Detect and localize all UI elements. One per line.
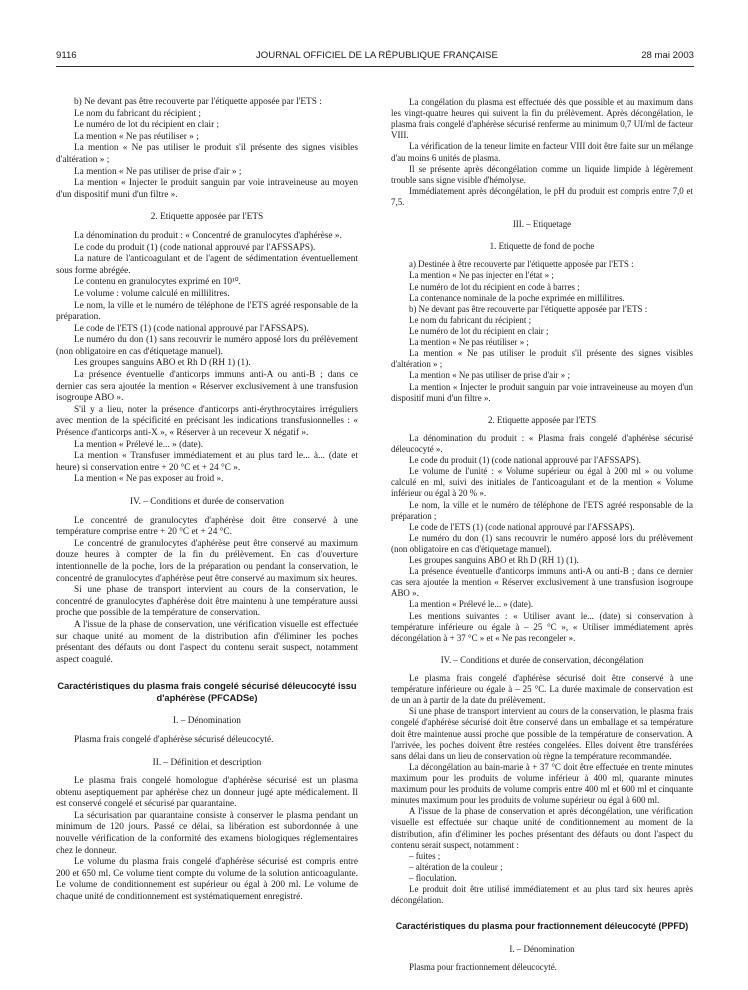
paragraph: Plasma frais congelé d'aphérèse sécurisé déleucocyté. [74, 734, 274, 745]
paragraph: La mention « Ne pas réutiliser » ; [409, 337, 529, 348]
paragraph: Le numéro du don (1) sans recouvrir le numéro apposé lors du prélèvement (non obligatoire en cas d'étiquetage manuel). [56, 335, 358, 357]
paragraph: La mention « Injecter le produit sanguin par voie intraveineuse au moyen d'un dispositif muni d'un filtre ». [391, 381, 693, 403]
paragraph: Plasma pour fractionnement déleucocyté. [409, 962, 557, 973]
paragraph: La vérification de la teneur limite en facteur VIII doit être faite sur un mélange d'au moins 6 unités de plasma. [391, 141, 693, 163]
journal-title: JOURNAL OFFICIEL DE LA RÉPUBLIQUE FRANÇAISE [256, 50, 498, 61]
subsection-heading: 1. Etiquette de fond de poche [489, 241, 595, 252]
paragraph: Le nom du fabricant du récipient ; [74, 108, 202, 119]
paragraph: La mention « Injecter le produit sanguin par voie intraveineuse au moyen d'un dispositif muni d'un filtre ». [56, 178, 358, 200]
paragraph: La mention « Transfuser immédiatement et au plus tard le... à... (date et heure) si conservation entre + 20 °C et + 24 °C ». [56, 451, 358, 473]
section-heading: I. – Dénomination [509, 944, 575, 955]
paragraph: Le concentré de granulocytes d'aphérèse peut être conservé au maximum douze heures à compter de la fin du prélèvement. En cas d'ouverture intentionnelle de la poche, lors de la préparation ou pendant la conservation, le concentré de granulocytes d'aphérèse peut être conservé au maximum six heures. [56, 538, 358, 584]
header-rule [56, 66, 694, 67]
paragraph: Les mentions suivantes : « Utiliser avant le... (date) si conservation à température inférieure ou égale à – 25 °C », « Utiliser immédiatement après décongélation à + 37 °C » et « Ne pas recongeler ». [391, 610, 693, 643]
paragraph: Le numéro du don (1) sans recouvrir le numéro apposé lors du prélèvement (non obligatoire en cas d'étiquetage manuel). [391, 532, 693, 554]
paragraph: Immédiatement après décongélation, le pH du produit est compris entre 7,0 et 7,5. [391, 185, 693, 207]
paragraph: La mention « Ne pas utiliser de prise d'air » ; [409, 370, 570, 381]
paragraph: La mention « Prélevé le... » (date). [74, 439, 204, 450]
paragraph: Le contenu en granulocytes exprimé en 10¹⁰. [74, 277, 241, 288]
paragraph: Le volume du plasma frais congelé d'aphérèse sécurisé est compris entre 200 et 650 ml. Ce volume tient compte du volume de la solution anticoagulante. Le volume de conditionnement est supérieur ou égal à 200 ml. Le volume de chaque unité de conditionnement est systématiquement enregistré. [56, 857, 358, 903]
paragraph: Le volume de l'unité : « Volume supérieur ou égal à 200 ml » ou volume calculé en ml, suivi des initiales de l'anticoagulant et de la mention « Volume inférieur ou égal à 20 % ». [391, 466, 693, 499]
paragraph: La congélation du plasma est effectuée dès que possible et au maximum dans les vingt-quatre heures qui suivent la fin du prélèvement. Après décongélation, le plasma frais congelé d'aphérèse sécurisé renferme au minimum 0,7 UI/ml de facteur VIII. [391, 97, 693, 141]
paragraph: Le produit doit être utilisé immédiatement et au plus tard six heures après décongélation. [391, 884, 693, 906]
paragraph: Le numéro de lot du récipient en code à barres ; [409, 281, 580, 292]
paragraph: Si une phase de transport intervient au cours de la conservation, le plasma frais congelé d'aphérèse sécurisé doit être conservé dans un emballage et sa température doit être maintenue aussi proche que possible de la température de conservation. A l'arrivée, les poches doivent être restées congelées. Elles doivent être transférées sans délai dans un lieu de conservation où règne la température recommandée. [391, 706, 693, 761]
paragraph: La mention « Ne pas réutiliser » ; [74, 131, 199, 142]
paragraph: Le plasma frais congelé d'aphérèse sécurisé doit être conservé à une température inférieure ou égale à – 25 °C. La durée maximale de conservation est de un an à partir de la date du prélèvement. [391, 673, 693, 706]
paragraph: La dénomination du produit : « Concentré de granulocytes d'aphérèse ». [74, 230, 342, 241]
paragraph: Le code de l'ETS (1) (code national approuvé par l'AFSSAPS). [74, 323, 309, 334]
paragraph: La mention « Ne pas utiliser de prise d'air » ; [74, 166, 242, 177]
paragraph: Le nom, la ville et le numéro de téléphone de l'ETS agréé responsable de la préparation ; [391, 499, 693, 521]
product-title: Caractéristiques du plasma frais congelé sécurisé déleucocyté issu d'aphérèse (PFCADSe) [57, 681, 357, 704]
section-heading: II. – Définition et description [152, 757, 262, 768]
section-heading: IV. – Conditions et durée de conservation [130, 497, 284, 507]
section-heading: I. – Dénomination [173, 716, 241, 727]
paragraph: Si une phase de transport intervient au cours de la conservation, le concentré de granulocytes d'aphérèse doit être maintenu à une température aussi proche que possible de la température de conservation. [56, 585, 358, 619]
paragraph: Les groupes sanguins ABO et Rh D (RH 1) (1). [74, 358, 251, 369]
paragraph: Il se présente après décongélation comme un liquide limpide à légèrement trouble sans signe visible d'hémolyse. [391, 163, 693, 185]
paragraph: A l'issue de la phase de conservation et après décongélation, une vérification visuelle est effectuée sur chaque unité de conditionnement au moment de la distribution, afin d'éliminer les poches présentant des défauts ou dont l'aspect du contenu serait suspect, notamment : [391, 806, 693, 850]
paragraph: La présence éventuelle d'anticorps immuns anti-A ou anti-B ; dans ce dernier cas sera ajoutée la mention « Réserver exclusivement à une transfusion isogroupe ABO ». [391, 566, 693, 599]
paragraph: La mention « Ne pas utiliser le produit s'il présente des signes visibles d'altération » ; [391, 348, 693, 370]
issue-date: 28 mai 2003 [641, 50, 694, 61]
paragraph: La mention « Ne pas utiliser le produit s'il présente des signes visibles d'altération » ; [56, 143, 358, 165]
paragraph: La mention « Prélevé le... » (date). [409, 599, 534, 610]
paragraph: La décongélation au bain-marie à + 37 °C doit être effectuée en trente minutes maximum pour les produits de volume inférieur à 400 ml, quarante minutes maximum pour les produits de volume compris entre 400 ml et 600 ml et cinquante minutes maximum pour les produits de volume supérieur ou égal à 600 ml. [391, 761, 693, 806]
product-title: Caractéristiques du plasma pour fractionnement déleucocyté (PPFD) [395, 921, 689, 932]
section-heading: 2. Etiquette apposée par l'ETS [150, 212, 264, 223]
paragraph: Le volume : volume calculé en millilitres. [74, 288, 230, 299]
right-column [391, 97, 693, 974]
paragraph: – altération de la couleur ; [409, 861, 503, 872]
paragraph: Les groupes sanguins ABO et Rh D (RH 1) (1). [409, 555, 579, 566]
paragraph: La sécurisation par quarantaine consiste à conserver le plasma pendant un minimum de 120 jours. Passé ce délai, sa libération est subordonnée à une nouvelle vérification de la conformité des examens biologiques réglementaires chez le donneur. [56, 810, 358, 856]
paragraph: Le concentré de granulocytes d'aphérèse doit être conservé à une température comprise entre + 20 °C et + 24 °C. [56, 515, 358, 538]
paragraph: a) Destinée à être recouverte par l'étiquette apposée par l'ETS : [409, 259, 634, 270]
paragraph: La mention « Ne pas exposer au froid ». [74, 474, 224, 485]
paragraph: Le numéro de lot du récipient en clair ; [409, 325, 549, 336]
paragraph: S'il y a lieu, noter la présence d'anticorps anti-érythrocytaires irréguliers avec mention de la spécificité en précisant les indications transfusionnelles : « Présence d'anticorps anti-X », « Réserver à un receveur X négatif ». [56, 404, 358, 439]
paragraph: La dénomination du produit : « Plasma frais congelé d'aphérèse sécurisé déleucocyté ». [391, 432, 693, 454]
paragraph: La mention « Ne pas injecter en l'état » ; [409, 270, 554, 281]
paragraph: Le code du produit (1) (code national approuvé par l'AFSSAPS). [409, 455, 641, 466]
subsection-heading: 2. Etiquette apposée par l'ETS [487, 414, 597, 425]
paragraph: b) Ne devant pas être recouverte par l'étiquette apposée par l'ETS : [74, 97, 322, 107]
paragraph: b) Ne devant pas être recouverte par l'étiquette apposée par l'ETS : [409, 303, 648, 314]
paragraph: – floculation. [409, 873, 457, 883]
paragraph: Le code du produit (1) (code national approuvé par l'AFSSAPS). [74, 242, 316, 253]
paragraph: Le nom, la ville et le numéro de téléphone de l'ETS agréé responsable de la préparation. [56, 300, 358, 323]
paragraph: Le nom du fabricant du récipient ; [409, 314, 532, 325]
paragraph: Le numéro de lot du récipient en clair ; [74, 120, 220, 131]
paragraph: – fuites ; [409, 850, 441, 861]
paragraph: La contenance nominale de la poche exprimée en millilitres. [409, 292, 625, 303]
page-number: 9116 [56, 50, 77, 61]
paragraph: Le plasma frais congelé homologue d'aphérèse sécurisé est un plasma obtenu aseptiquement par aphérèse chez un donneur jugé apte médicalement. Il est conservé congelé et sécurisé par quarantaine. [56, 776, 358, 810]
paragraph: La nature de l'anticoagulant et de l'agent de sédimentation éventuellement sous forme abrégée. [56, 254, 358, 276]
section-heading: IV. – Conditions et durée de conservation, décongélation [440, 654, 644, 665]
left-column [56, 97, 358, 904]
section-heading: III. – Etiquetage [512, 219, 572, 230]
paragraph: Le code de l'ETS (1) (code national approuvé par l'AFSSAPS). [409, 521, 635, 532]
paragraph: La présence éventuelle d'anticorps immuns anti-A ou anti-B ; dans ce dernier cas sera ajoutée la mention « Réserver exclusivement à une transfusion isogroupe ABO ». [56, 370, 358, 404]
paragraph: A l'issue de la phase de conservation, une vérification visuelle est effectuée sur chaque unité au moment de la distribution afin d'éliminer les poches présentant des défauts ou dont l'aspect du contenu serait suspect, notamment aspect coagulé. [56, 619, 358, 665]
